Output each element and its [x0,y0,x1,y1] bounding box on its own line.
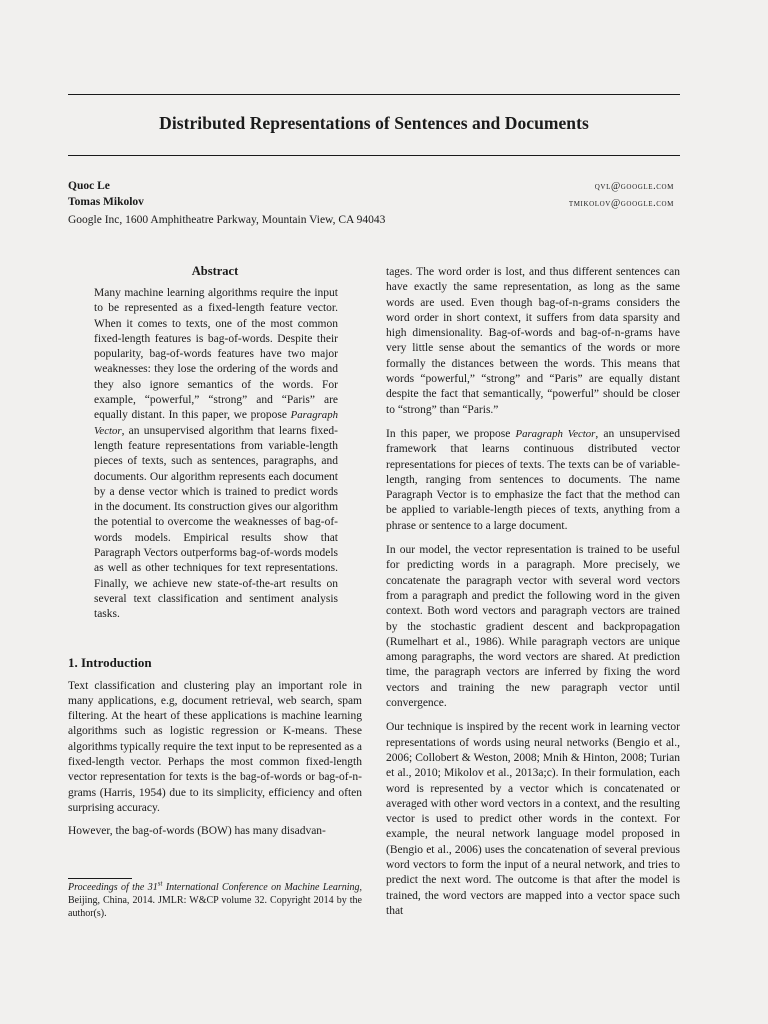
section-heading: 1. Introduction [68,654,152,670]
affiliation: Google Inc, 1600 Amphitheatre Parkway, Mountain View, CA 94043 [68,214,386,226]
paragraph-vector-term: Paragraph Vector [515,427,596,440]
footnote-superscript: st [157,879,163,888]
footnote-italic: International Conference on Machine Learning [162,882,360,893]
intro-paragraph: However, the bag-of-words (BOW) has many disadvan- [68,825,326,838]
footnote [68,881,362,920]
abstract-text-part: , an unsupervised algorithm that learns fixed-length feature representations from variable-length pieces of texts, such as sentences, paragraphs, and documents. Our algorithm represents each document by a dense vector which is trained to predict words in the document. Its construction gives our algorithm the potential to overcome the weaknesses of bag-of-words models. Empirical results show that Paragraph Vectors outperforms bag-of-words models as well as other techniques for text representations. Finally, we achieve new state-of-the-art results on several text classification and sentiment analysis tasks. [94,424,339,621]
paragraph-vector-term: Paragraph Vector [94,409,338,437]
footnote-rule [68,878,132,879]
body-text-part: In this paper, we propose [386,427,516,440]
left-column [68,264,362,848]
footnote-text: , Beijing, China, 2014. JMLR: W&CP volume 32. Copyright 2014 by the author(s). [68,882,363,919]
top-rule [68,94,680,95]
abstract-heading: Abstract [191,264,239,278]
author-email: qvl@google.com [594,181,674,192]
author-email: tmikolov@google.com [568,198,674,209]
author-name: Tomas Mikolov [68,196,144,208]
body-text-part: , an unsupervised framework that learns continuous distributed vector representations for pieces of texts. The texts can be of variable-length, ranging from sentences to documents. The name Paragraph Vector is to emphasize the fact that the method can be applied to variable-length pieces of texts, anything from a phrase or sentence to a large document. [386,427,681,532]
abstract-body [94,286,338,623]
body-paragraph: In our model, the vector representation is trained to be useful for predicting words in a paragraph. More precisely, we concatenate the paragraph vector with several word vectors from a paragraph and predict the following word in the given context. Both word vectors and paragraph vectors are trained by the stochastic gradient descent and backpropagation (Rumelhart et al., 1986). While paragraph vectors are unique among paragraphs, the word vectors are shared. At prediction time, the paragraph vectors are inferred by fixing the word vectors and training the new paragraph vector until convergence. [386,544,680,710]
body-paragraph: Our technique is inspired by the recent work in learning vector representations of words using neural networks (Bengio et al., 2006; Collobert & Weston, 2008; Mnih & Hinton, 2008; Turian et al., 2010; Mikolov et al., 2013a;c). In their formulation, each word is represented by a vector which is concatenated or averaged with other word vectors in a context, and the resulting vector is used to predict other words in the context. For example, the neural network language model proposed in (Bengio et al., 2006) uses the concatenation of several previous word vectors to form the input of a neural network, and tries to predict the next word. The outcome is that after the model is trained, the word vectors are mapped into a vector space such that [386,721,680,917]
body-paragraph [386,427,680,534]
author-name: Quoc Le [68,180,110,192]
intro-paragraph: Text classification and clustering play an important role in many applications, e.g, document retrieval, web search, spam filtering. At the heart of these applications is machine learning algorithms such as logistic regression or K-means. These algorithms typically require the text input to be represented as a fixed-length vector. Perhaps the most common fixed-length vector representation for texts is the bag-of-words or bag-of-n-grams (Harris, 1954) due to its simplicity, efficiency and often surprising accuracy. [68,679,362,814]
title-bottom-rule [68,155,680,156]
body-paragraph: tages. The word order is lost, and thus different sentences can have exactly the same representation, as long as the same words are used. Even though bag-of-n-grams considers the word order in short context, it suffers from data sparsity and high dimensionality. Bag-of-words and bag-of-n-grams have very little sense about the semantics of the words or more formally the distances between the words. This means that words “powerful,” “strong” and “Paris” are equally distant despite the fact that semantically, “powerful” should be closer to “strong” than “Paris.” [386,266,680,416]
paper-title: Distributed Representations of Sentences and Documents [159,113,589,133]
right-column [386,265,680,928]
abstract-text-part: Many machine learning algorithms require the input to be represented as a fixed-length feature vector. When it comes to texts, one of the most common fixed-length features is bag-of-words. Despite their popularity, bag-of-words features have two major weaknesses: they lose the ordering of the words and they also ignore semantics of the words. For example, “powerful,” “strong” and “Paris” are equally distant. In this paper, we propose [94,287,338,422]
footnote-italic: Proceedings of the 31 [68,882,158,893]
